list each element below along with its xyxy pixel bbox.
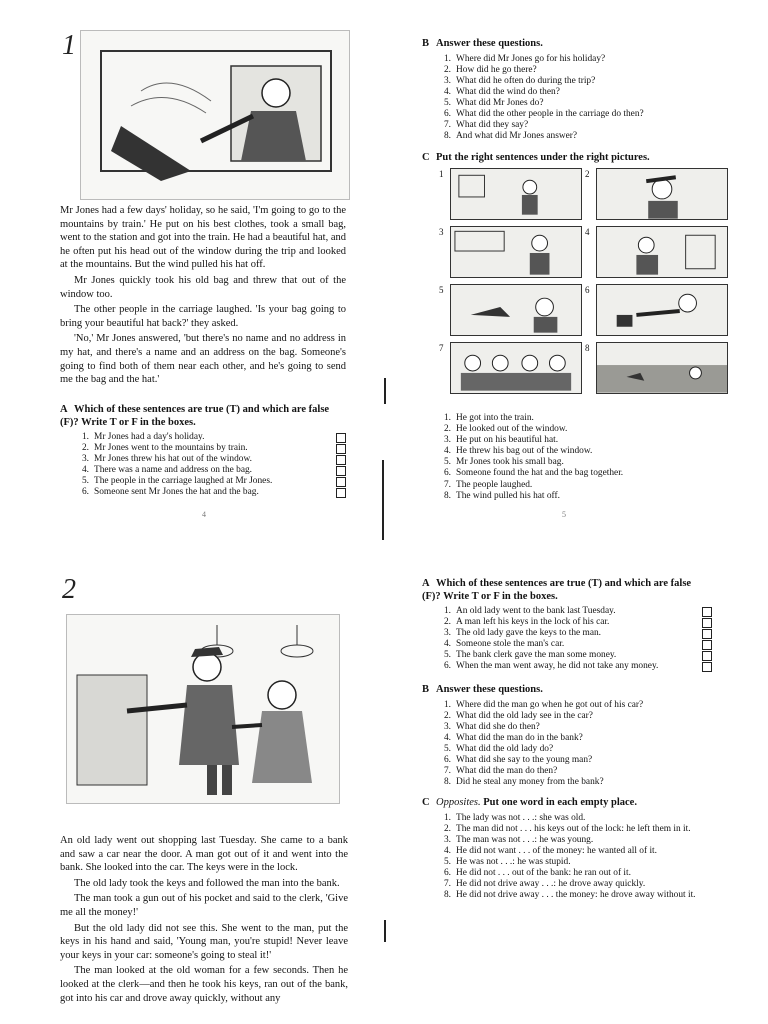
section-heading: Put the right sentences under the right pictures. bbox=[436, 152, 650, 163]
list-item: 3. Mr Jones threw his hat out of the window. bbox=[74, 454, 346, 465]
list-item: 5. The people in the carriage laughed at Mr Jones. bbox=[74, 476, 346, 487]
list-item: 8. He did not drive away . . . the money: he drove away without it. bbox=[443, 890, 696, 901]
list-item: 7. He did not drive away . . .: he drove away quickly. bbox=[443, 879, 646, 890]
answer-box[interactable] bbox=[702, 629, 712, 639]
list-item: 4. What did the wind do then? bbox=[443, 86, 560, 97]
list-item: 3. What did he often do during the trip? bbox=[443, 75, 596, 86]
list-item: 4. What did the man do in the bank? bbox=[443, 732, 583, 743]
picture-frame: 3 bbox=[450, 226, 582, 278]
answer-box[interactable] bbox=[702, 618, 712, 628]
list-item: 3. The old lady gave the keys to the man. bbox=[436, 628, 712, 639]
list-item: 5. What did the old lady do? bbox=[443, 743, 554, 754]
answer-box[interactable] bbox=[336, 433, 346, 443]
list-item: 3. He put on his beautiful hat. bbox=[443, 435, 559, 446]
list-item: 5. The bank clerk gave the man some money. bbox=[436, 650, 712, 661]
list-item: 7. What did they say? bbox=[443, 120, 529, 131]
page-spine bbox=[382, 460, 384, 540]
list-item: 4. He did not want . . . of the money: he wanted all of it. bbox=[443, 845, 657, 856]
list-item: 2. What did the old lady see in the car? bbox=[443, 710, 593, 721]
story-paragraph: The other people in the carriage laughed. 'Is your bag going to bring your beautiful hat back?' they asked. bbox=[60, 304, 346, 329]
list-item: 1. Where did Mr Jones go for his holiday? bbox=[443, 53, 606, 64]
list-item: 5. Mr Jones took his small bag. bbox=[443, 457, 564, 468]
list-item: 7. What did the man do then? bbox=[443, 766, 558, 777]
list-item: 1. He got into the train. bbox=[443, 413, 534, 423]
section-b-unit-2 bbox=[422, 684, 722, 788]
picture-frame: 1 bbox=[450, 168, 582, 220]
list-item: 6. He did not . . . out of the bank: he ran out of it. bbox=[443, 867, 631, 878]
list-item: 5. What did Mr Jones do? bbox=[443, 97, 544, 108]
story-paragraph: An old lady went out shopping last Tuesday. She came to a bank and saw a car near the door. A man got out of it and went into the bank. She looked into the car. The keys were in the lock. bbox=[60, 835, 348, 874]
list-item: 6. Someone sent Mr Jones the hat and the bag. bbox=[74, 487, 346, 498]
picture-frame: 2 bbox=[596, 168, 728, 220]
list-item: 7. The people laughed. bbox=[443, 479, 533, 490]
unit-number: 2 bbox=[62, 574, 76, 605]
section-heading-italic: Opposites. bbox=[436, 797, 481, 808]
answer-box[interactable] bbox=[336, 444, 346, 454]
answer-box[interactable] bbox=[702, 640, 712, 650]
story-unit-2 bbox=[60, 834, 348, 1007]
section-c-unit-1 bbox=[422, 152, 722, 165]
list-item: 2. How did he go there? bbox=[443, 64, 537, 75]
story-paragraph: 'No,' Mr Jones answered, 'but there's no name and no address in my hat, and there's a name and an address on the bag. Someone's going to find both of them near each other, and he's going to send me the bag and the hat.' bbox=[60, 333, 346, 386]
answer-box[interactable] bbox=[336, 477, 346, 487]
section-letter: C bbox=[422, 797, 430, 808]
picture-frame: 6 bbox=[596, 284, 728, 336]
train-window-hat-bag-illustration bbox=[80, 30, 350, 200]
list-item: 6. What did the other people in the carriage do then? bbox=[443, 108, 644, 119]
page-number: 5 bbox=[562, 510, 566, 519]
list-item: 2. A man left his keys in the lock of his car. bbox=[436, 617, 712, 628]
list-item: 2. He looked out of the window. bbox=[443, 424, 568, 435]
section-letter: C bbox=[422, 152, 430, 163]
list-item: 2. Mr Jones went to the mountains by train. bbox=[74, 443, 346, 454]
picture-frame: 5 bbox=[450, 284, 582, 336]
list-item: 6. When the man went away, he did not take any money. bbox=[436, 661, 712, 672]
section-a-unit-1 bbox=[60, 404, 348, 499]
page-spine bbox=[384, 920, 386, 942]
list-item: 1. Where did the man go when he got out of his car? bbox=[443, 699, 644, 710]
picture-frame: 4 bbox=[596, 226, 728, 278]
list-item: 8. The wind pulled his hat off. bbox=[443, 490, 560, 501]
answer-box[interactable] bbox=[702, 651, 712, 661]
section-c-sentences-unit-1 bbox=[422, 410, 722, 502]
answer-box[interactable] bbox=[702, 607, 712, 617]
section-letter: A bbox=[60, 404, 68, 415]
list-item: 8. Did he steal any money from the bank? bbox=[443, 777, 604, 788]
list-item: 2. The man did not . . . his keys out of the lock: he left them in it. bbox=[443, 823, 691, 834]
list-item: 4. He threw his bag out of the window. bbox=[443, 446, 593, 457]
story-paragraph: The man looked at the old woman for a few seconds. Then he looked at the clerk—and then he took his keys, ran out of the bank, got into his car and drove away quickly, without any bbox=[60, 965, 348, 1004]
list-item: 1. The lady was not . . .: she was old. bbox=[443, 812, 586, 823]
story-paragraph: Mr Jones quickly took his old bag and threw that out of the window too. bbox=[60, 274, 346, 300]
list-item: 8. And what did Mr Jones answer? bbox=[443, 131, 578, 142]
story-paragraph: The old lady took the keys and followed the man into the bank. bbox=[74, 877, 340, 889]
story-unit-1 bbox=[60, 204, 346, 389]
list-item: 5. He was not . . .: he was stupid. bbox=[443, 856, 571, 867]
section-letter: B bbox=[422, 38, 430, 49]
list-item: 4. Someone stole the man's car. bbox=[436, 639, 712, 650]
section-letter: A bbox=[422, 578, 430, 589]
list-item: 1. Mr Jones had a day's holiday. bbox=[74, 432, 346, 443]
list-item: 1. An old lady went to the bank last Tuesday. bbox=[436, 606, 712, 617]
unit-number: 1 bbox=[62, 30, 76, 61]
story-paragraph: Mr Jones had a few days' holiday, so he said, 'I'm going to go to the mountains by train.' He put on his best clothes, took a small bag, went to the station and got into the train. He had a beautiful hat, and he often put his head out of the window during the trip and looked at the mountains. But the wind pulled his hat off. bbox=[60, 205, 346, 271]
picture-frame: 7 bbox=[450, 342, 582, 394]
page-spine bbox=[384, 378, 386, 404]
list-item: 3. The man was not . . .: he was young. bbox=[443, 834, 594, 845]
list-item: 6. Someone found the hat and the bag together. bbox=[443, 468, 624, 479]
picture-grid bbox=[439, 168, 728, 394]
section-heading: Put one word in each empty place. bbox=[483, 797, 637, 808]
list-item: 3. What did she do then? bbox=[443, 721, 540, 732]
section-heading: Which of these sentences are true (T) and which are false (F)? Write T or F in the boxes. bbox=[422, 578, 692, 602]
section-a-unit-2 bbox=[422, 578, 712, 673]
story-paragraph: But the old lady did not see this. She went to the man, put the keys in his hand and said, 'Young man, you're stupid! Never leave your keys in your car: someone's going to steal it!' bbox=[60, 922, 348, 961]
list-item: 6. What did she say to the young man? bbox=[443, 754, 593, 765]
answer-box[interactable] bbox=[336, 455, 346, 465]
page-number: 4 bbox=[202, 510, 206, 519]
list-item: 4. There was a name and address on the bag. bbox=[74, 465, 346, 476]
section-b-unit-1 bbox=[422, 38, 722, 142]
answer-box[interactable] bbox=[336, 466, 346, 476]
section-heading: Answer these questions. bbox=[436, 684, 543, 695]
section-heading: Answer these questions. bbox=[436, 38, 543, 49]
answer-box[interactable] bbox=[336, 488, 346, 498]
bank-robbery-illustration bbox=[66, 614, 340, 804]
section-c-unit-2 bbox=[422, 797, 722, 901]
section-heading: Which of these sentences are true (T) and which are false (F)? Write T or F in the boxes. bbox=[60, 404, 330, 428]
picture-frame: 8 bbox=[596, 342, 728, 394]
story-paragraph: The man took a gun out of his pocket and said to the clerk, 'Give me all the money!' bbox=[60, 893, 348, 918]
section-letter: B bbox=[422, 684, 430, 695]
answer-box[interactable] bbox=[702, 662, 712, 672]
